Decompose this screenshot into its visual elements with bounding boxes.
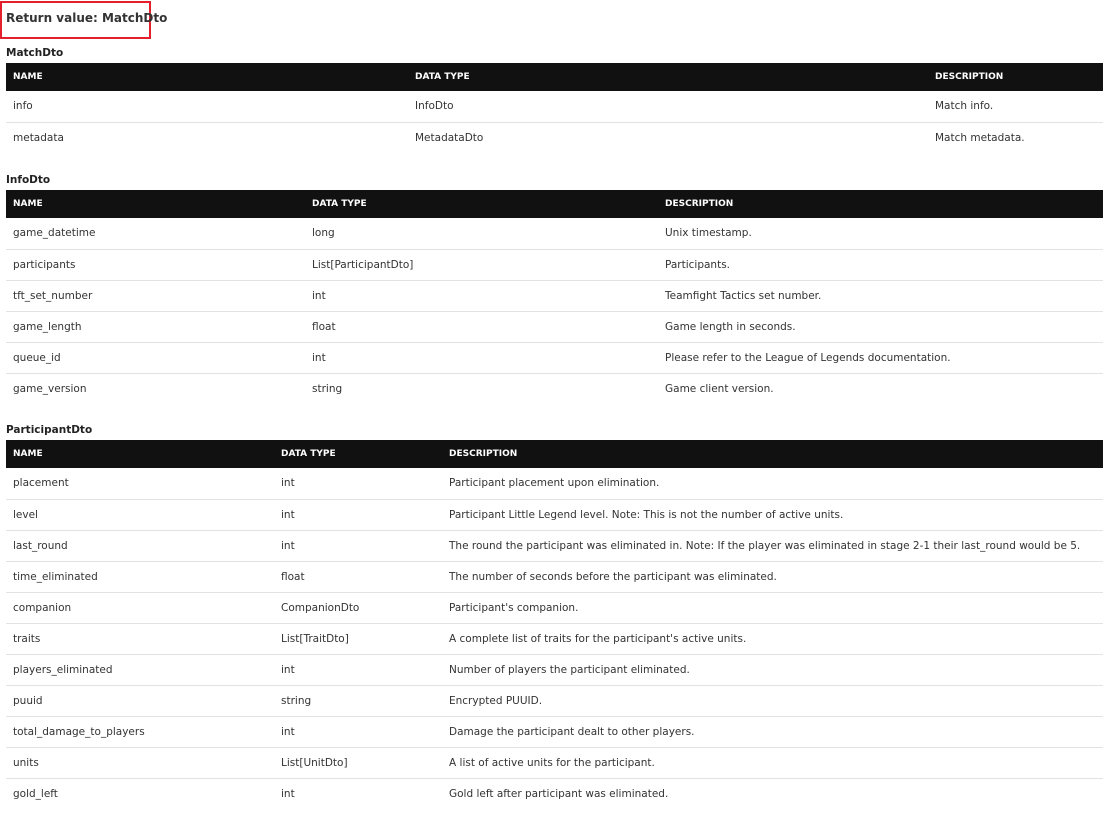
header-name: NAME [13, 199, 43, 209]
table-row [6, 311, 1103, 342]
table-row [6, 342, 1103, 373]
table-row [6, 716, 1103, 747]
table-row [6, 592, 1103, 623]
cell-data-type: int [312, 289, 326, 302]
cell-description: The number of seconds before the participant was eliminated. [449, 570, 777, 583]
table-header-row [6, 190, 1103, 218]
cell-name: placement [13, 477, 69, 490]
table-row [6, 747, 1103, 778]
cell-data-type: string [281, 694, 312, 707]
cell-name: info [13, 100, 33, 113]
table-row [6, 249, 1103, 280]
cell-name: game_length [13, 320, 82, 333]
cell-description: A complete list of traits for the participant's active units. [449, 632, 747, 645]
cell-data-type: int [281, 725, 295, 738]
cell-data-type: int [281, 787, 295, 800]
cell-description: Encrypted PUUID. [449, 694, 543, 707]
cell-name: participants [13, 258, 76, 271]
cell-data-type: float [312, 320, 336, 333]
cell-description: Game client version. [665, 382, 774, 395]
cell-name: game_version [13, 382, 87, 395]
header-description: DESCRIPTION [665, 199, 734, 209]
cell-description: Match info. [935, 100, 994, 113]
cell-data-type: CompanionDto [281, 601, 360, 614]
cell-data-type: int [281, 539, 295, 552]
header-description: DESCRIPTION [935, 72, 1004, 82]
table-row [6, 778, 1103, 809]
cell-data-type: int [281, 508, 295, 521]
section-title-matchdto: MatchDto [6, 47, 64, 59]
cell-data-type: List[ParticipantDto] [312, 258, 414, 271]
cell-description: Participants. [665, 258, 731, 271]
return-value-title: Return value: MatchDto [6, 11, 168, 25]
cell-name: queue_id [13, 351, 61, 364]
table-matchdto [6, 63, 1103, 153]
cell-description: The round the participant was eliminated in. Note: If the player was eliminated in stage 2-1 their last_round would be 5. [449, 539, 1081, 552]
table-row [6, 373, 1103, 404]
cell-data-type: List[TraitDto] [281, 632, 349, 645]
header-data-type: DATA TYPE [312, 199, 367, 209]
cell-data-type: float [281, 570, 305, 583]
cell-data-type: int [312, 351, 326, 364]
table-row [6, 499, 1103, 530]
cell-description: Participant Little Legend level. Note: This is not the number of active units. [449, 508, 844, 521]
cell-description: Unix timestamp. [665, 227, 752, 240]
table-infodto [6, 190, 1103, 404]
cell-name: metadata [13, 131, 64, 144]
cell-description: Number of players the participant eliminated. [449, 663, 690, 676]
table-row [6, 561, 1103, 592]
cell-data-type: MetadataDto [415, 131, 484, 144]
cell-data-type: int [281, 663, 295, 676]
table-row [6, 218, 1103, 249]
header-description: DESCRIPTION [449, 449, 518, 459]
table-row [6, 91, 1103, 122]
cell-name: companion [13, 601, 72, 614]
table-row [6, 623, 1103, 654]
cell-name: last_round [13, 539, 68, 552]
table-row [6, 122, 1103, 153]
cell-name: traits [13, 632, 41, 645]
cell-description: Damage the participant dealt to other players. [449, 725, 695, 738]
section-title-participantdto: ParticipantDto [6, 424, 93, 436]
header-name: NAME [13, 449, 43, 459]
table-participantdto [6, 440, 1103, 809]
table-row [6, 468, 1103, 499]
cell-description: Participant's companion. [449, 601, 579, 614]
cell-name: gold_left [13, 787, 58, 800]
cell-description: Teamfight Tactics set number. [665, 289, 822, 302]
cell-name: units [13, 756, 39, 769]
table-header-row [6, 63, 1103, 91]
table-row [6, 685, 1103, 716]
cell-description: Participant placement upon elimination. [449, 477, 660, 490]
cell-data-type: InfoDto [415, 100, 454, 113]
cell-description: Game length in seconds. [665, 320, 796, 333]
table-row [6, 280, 1103, 311]
header-data-type: DATA TYPE [281, 449, 336, 459]
table-row [6, 530, 1103, 561]
cell-data-type: List[UnitDto] [281, 756, 348, 769]
cell-description: Match metadata. [935, 131, 1025, 144]
cell-name: tft_set_number [13, 289, 93, 302]
cell-name: players_eliminated [13, 663, 113, 676]
cell-data-type: string [312, 382, 343, 395]
section-title-infodto: InfoDto [6, 174, 51, 186]
header-data-type: DATA TYPE [415, 72, 470, 82]
cell-name: time_eliminated [13, 570, 98, 583]
cell-name: puuid [13, 694, 43, 707]
cell-description: Please refer to the League of Legends documentation. [665, 351, 951, 364]
cell-description: Gold left after participant was eliminated. [449, 787, 669, 800]
table-header-row [6, 440, 1103, 468]
cell-data-type: int [281, 477, 295, 490]
table-row [6, 654, 1103, 685]
cell-name: total_damage_to_players [13, 725, 145, 738]
cell-name: game_datetime [13, 227, 96, 240]
cell-data-type: long [312, 227, 335, 240]
header-name: NAME [13, 72, 43, 82]
cell-name: level [13, 508, 38, 521]
cell-description: A list of active units for the participant. [449, 756, 655, 769]
